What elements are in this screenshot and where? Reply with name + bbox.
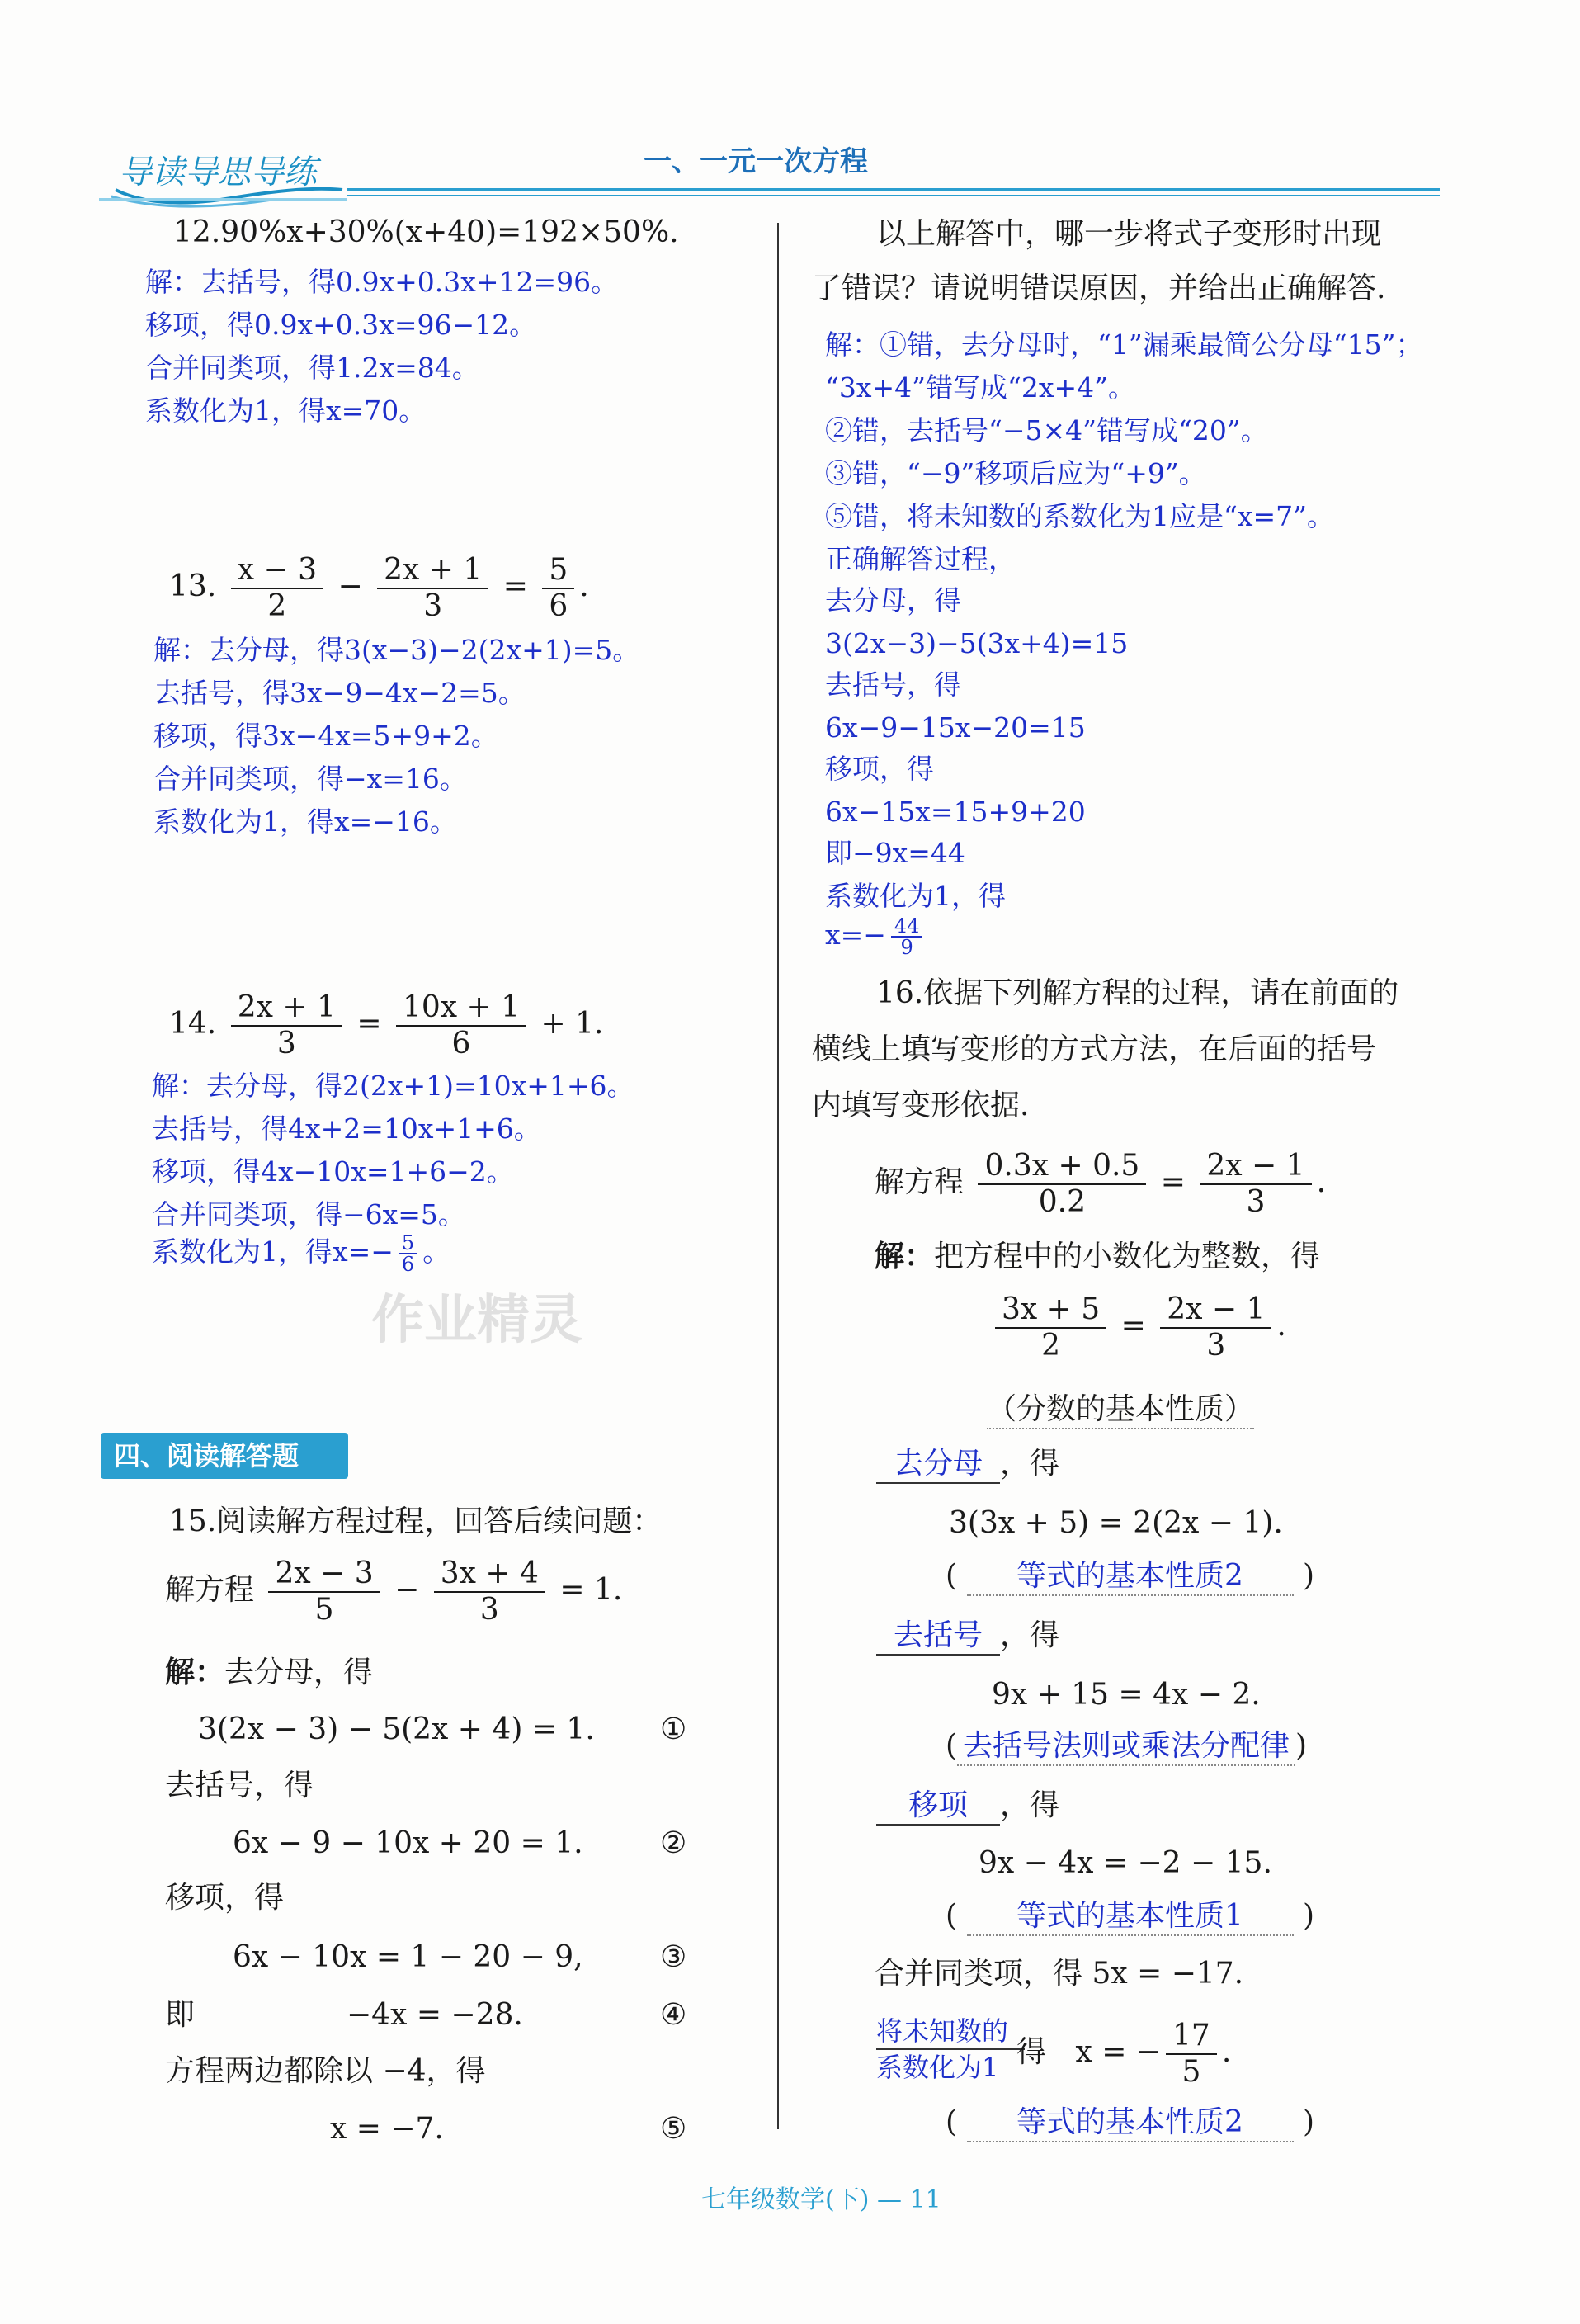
answer-line-8: 3(2x−3)−5(3x+4)=15: [825, 627, 1129, 659]
answer-line-2: “3x+4”错写成“2x+4”。: [825, 371, 1135, 404]
watermark: 作业精灵: [371, 1290, 582, 1351]
answer-line-4: ③错，“−9”移项后应为“+9”。: [825, 457, 1206, 489]
p15-step-2: 6x − 9 − 10x + 20 = 1.: [233, 1826, 583, 1860]
answer-line-11: 移项，得: [825, 753, 934, 785]
answer-line-1: 解：①错，去分母时，“1”漏乘最简公分母“15”；: [825, 328, 1423, 361]
p13-solution-3: 移项，得3x−4x=5+9+2。: [153, 720, 498, 752]
answer-line-14: 系数化为1，得: [825, 880, 1006, 912]
p15-mark-5: ⑤: [660, 2112, 687, 2146]
fill-blank-2[interactable]: 去括号: [876, 1618, 1000, 1656]
p13-solution-4: 合并同类项，得−x=16。: [153, 763, 467, 795]
p15-step-1: 3(2x − 3) − 5(2x + 4) = 1.: [198, 1712, 595, 1746]
p16-basis-4: ( 等式的基本性质2 ): [946, 2104, 1314, 2142]
fraction: $\frac{2x + 1}{3}$: [377, 553, 488, 624]
p15-solution-head: 解：去分母，得: [165, 1655, 374, 1689]
p15-step-5-label: 方程两边都除以 −4，得: [165, 2054, 486, 2088]
p12-solution-2: 移项，得0.9x+0.3x=96−12。: [145, 309, 537, 341]
fill-paren-2[interactable]: 去括号法则或乘法分配律: [957, 1728, 1295, 1766]
fill-blank-3[interactable]: 移项: [876, 1788, 1000, 1826]
fill-blank-1[interactable]: 去分母: [876, 1446, 1000, 1484]
p14-solution-1: 解：去分母，得2(2x+1)=10x+1+6。: [152, 1070, 634, 1102]
p15-step-2-label: 去括号，得: [165, 1769, 314, 1802]
p15-step-5: x = −7.: [330, 2112, 444, 2146]
answer-line-10: 6x−9−15x−20=15: [825, 711, 1086, 744]
p14-solution-3: 移项，得4x−10x=1+6−2。: [152, 1155, 514, 1188]
p12-solution-1: 解：去括号，得0.9x+0.3x+12=96。: [145, 266, 619, 298]
answer-line-15: x=− $\frac{44}{9}$: [825, 916, 927, 957]
p13-solution-2: 去括号，得3x−9−4x−2=5。: [153, 677, 526, 709]
answer-line-9: 去括号，得: [825, 668, 961, 701]
p12-solution-4: 系数化为1，得x=70。: [145, 394, 427, 427]
answer-line-13: 即−9x=44: [825, 837, 965, 869]
p16-eq-4: 9x + 15 = 4x − 2.: [992, 1678, 1261, 1712]
p12-solution-3: 合并同类项，得1.2x=84。: [145, 352, 479, 384]
header-rule-left: [99, 198, 347, 201]
answer-line-5: ⑤错，将未知数的系数化为1应是“x=7”。: [825, 500, 1334, 532]
p16-step-5-result: 得 x = − $\frac{17}{5}$ .: [1016, 2019, 1232, 2089]
p15-mark-3: ③: [660, 1940, 687, 1974]
p16-equation-2: $\frac{3x + 5}{2}$ = $\frac{2x - 1}{3}$ .: [990, 1292, 1286, 1363]
fill-blank-4[interactable]: 将未知数的 系数化为1: [876, 2014, 1025, 2085]
p16-basis-3: ( 等式的基本性质1 ): [946, 1898, 1314, 1936]
p15-step-3: 6x − 10x = 1 − 20 − 9,: [233, 1940, 583, 1974]
section-title: 一、一元一次方程: [644, 145, 868, 178]
svg-text:导读导思导练: 导读导思导练: [119, 154, 317, 191]
answer-line-12: 6x−15x=15+9+20: [825, 796, 1086, 828]
page-footer: 七年级数学(下) — 11: [701, 2185, 941, 2214]
p15-step-3-label: 移项，得: [165, 1881, 285, 1915]
q15-cont-2: 了错误？请说明错误原因，并给出正确解答.: [812, 272, 1386, 305]
p16-eq-3: 3(3x + 5) = 2(2x − 1).: [949, 1506, 1283, 1540]
p15-mark-1: ①: [660, 1712, 687, 1746]
p13-solution-5: 系数化为1，得x=−16。: [153, 805, 457, 838]
answer-line-7: 去分母，得: [825, 584, 961, 616]
p16-eq-5: 9x − 4x = −2 − 15.: [979, 1846, 1272, 1880]
p16-basis-2: ( 去括号法则或乘法分配律 ): [946, 1728, 1307, 1766]
p16-intro-3: 内填写变形依据.: [812, 1089, 1030, 1122]
q15-cont-1: 以上解答中，哪一步将式子变形时出现: [876, 217, 1382, 251]
problem-number: 13.: [169, 569, 217, 603]
answer-line-3: ②错，去括号“−5×4”错写成“20”。: [825, 414, 1268, 446]
p15-mark-4: ④: [660, 1998, 687, 2032]
p15-mark-2: ②: [660, 1826, 687, 1860]
p16-equation: 解方程 $\frac{0.3x + 0.5}{0.2}$ = $\frac{2x - 1}{3}$ .: [875, 1149, 1327, 1219]
column-divider: [777, 223, 779, 2129]
p14-solution-4: 合并同类项，得−6x=5。: [152, 1198, 465, 1230]
problem-12: 12.90%x+30%(x+40)=192×50%.: [173, 215, 679, 249]
p15-step-4: −4x = −28.: [347, 1998, 523, 2032]
fill-paren-3[interactable]: 等式的基本性质1: [967, 1898, 1294, 1936]
p16-step-1: 去分母 ，得: [876, 1446, 1059, 1484]
p16-solution-head: 解：把方程中的小数化为整数，得: [875, 1239, 1321, 1273]
p16-basis-0: （分数的基本性质）: [987, 1391, 1254, 1429]
problem-15-equation: 解方程 $\frac{2x - 3}{5}$ − $\frac{3x + 4}{3}$ = 1.: [165, 1556, 623, 1627]
fill-paren-4[interactable]: 等式的基本性质2: [967, 2104, 1294, 2142]
fraction: $\frac{5}{6}$: [542, 553, 574, 624]
problem-14: 14. $\frac{2x + 1}{3}$ = $\frac{10x + 1}{6}$ + 1.: [169, 990, 604, 1060]
fraction: $\frac{10x + 1}{6}$: [396, 990, 526, 1061]
p15-step-4-prefix: 即: [165, 1998, 196, 2032]
section-label: 四、阅读解答题: [101, 1433, 348, 1479]
p14-solution-5: 系数化为1，得x=− $\frac{5}{6}$ 。: [152, 1231, 450, 1276]
p13-solution-1: 解：去分母，得3(x−3)−2(2x+1)=5。: [153, 634, 640, 666]
p16-step-2: 去括号 ，得: [876, 1618, 1059, 1656]
problem-15-intro: 15.阅读解方程过程，回答后续问题：: [169, 1504, 663, 1538]
p16-combine: 合并同类项，得 5x = −17.: [875, 1957, 1244, 1991]
p16-intro-1: 16.依据下列解方程的过程，请在前面的: [876, 976, 1399, 1010]
fraction: $\frac{2x + 1}{3}$: [231, 990, 342, 1061]
p16-step-3: 移项 ，得: [876, 1788, 1059, 1826]
header-rule-top: [347, 188, 1440, 191]
problem-13: 13. $\frac{x - 3}{2}$ − $\frac{2x + 1}{3}$ = $\frac{5}{6}$ .: [169, 553, 589, 623]
fraction: $\frac{x - 3}{2}$: [231, 553, 323, 624]
header-rule-bottom: [347, 195, 1440, 196]
fill-paren-1[interactable]: 等式的基本性质2: [967, 1558, 1294, 1596]
answer-line-6: 正确解答过程，: [825, 543, 1016, 575]
p16-intro-2: 横线上填写变形的方式方法，在后面的括号: [812, 1032, 1377, 1066]
p16-basis-1: ( 等式的基本性质2 ): [946, 1558, 1314, 1596]
p14-solution-2: 去括号，得4x+2=10x+1+6。: [152, 1112, 541, 1145]
